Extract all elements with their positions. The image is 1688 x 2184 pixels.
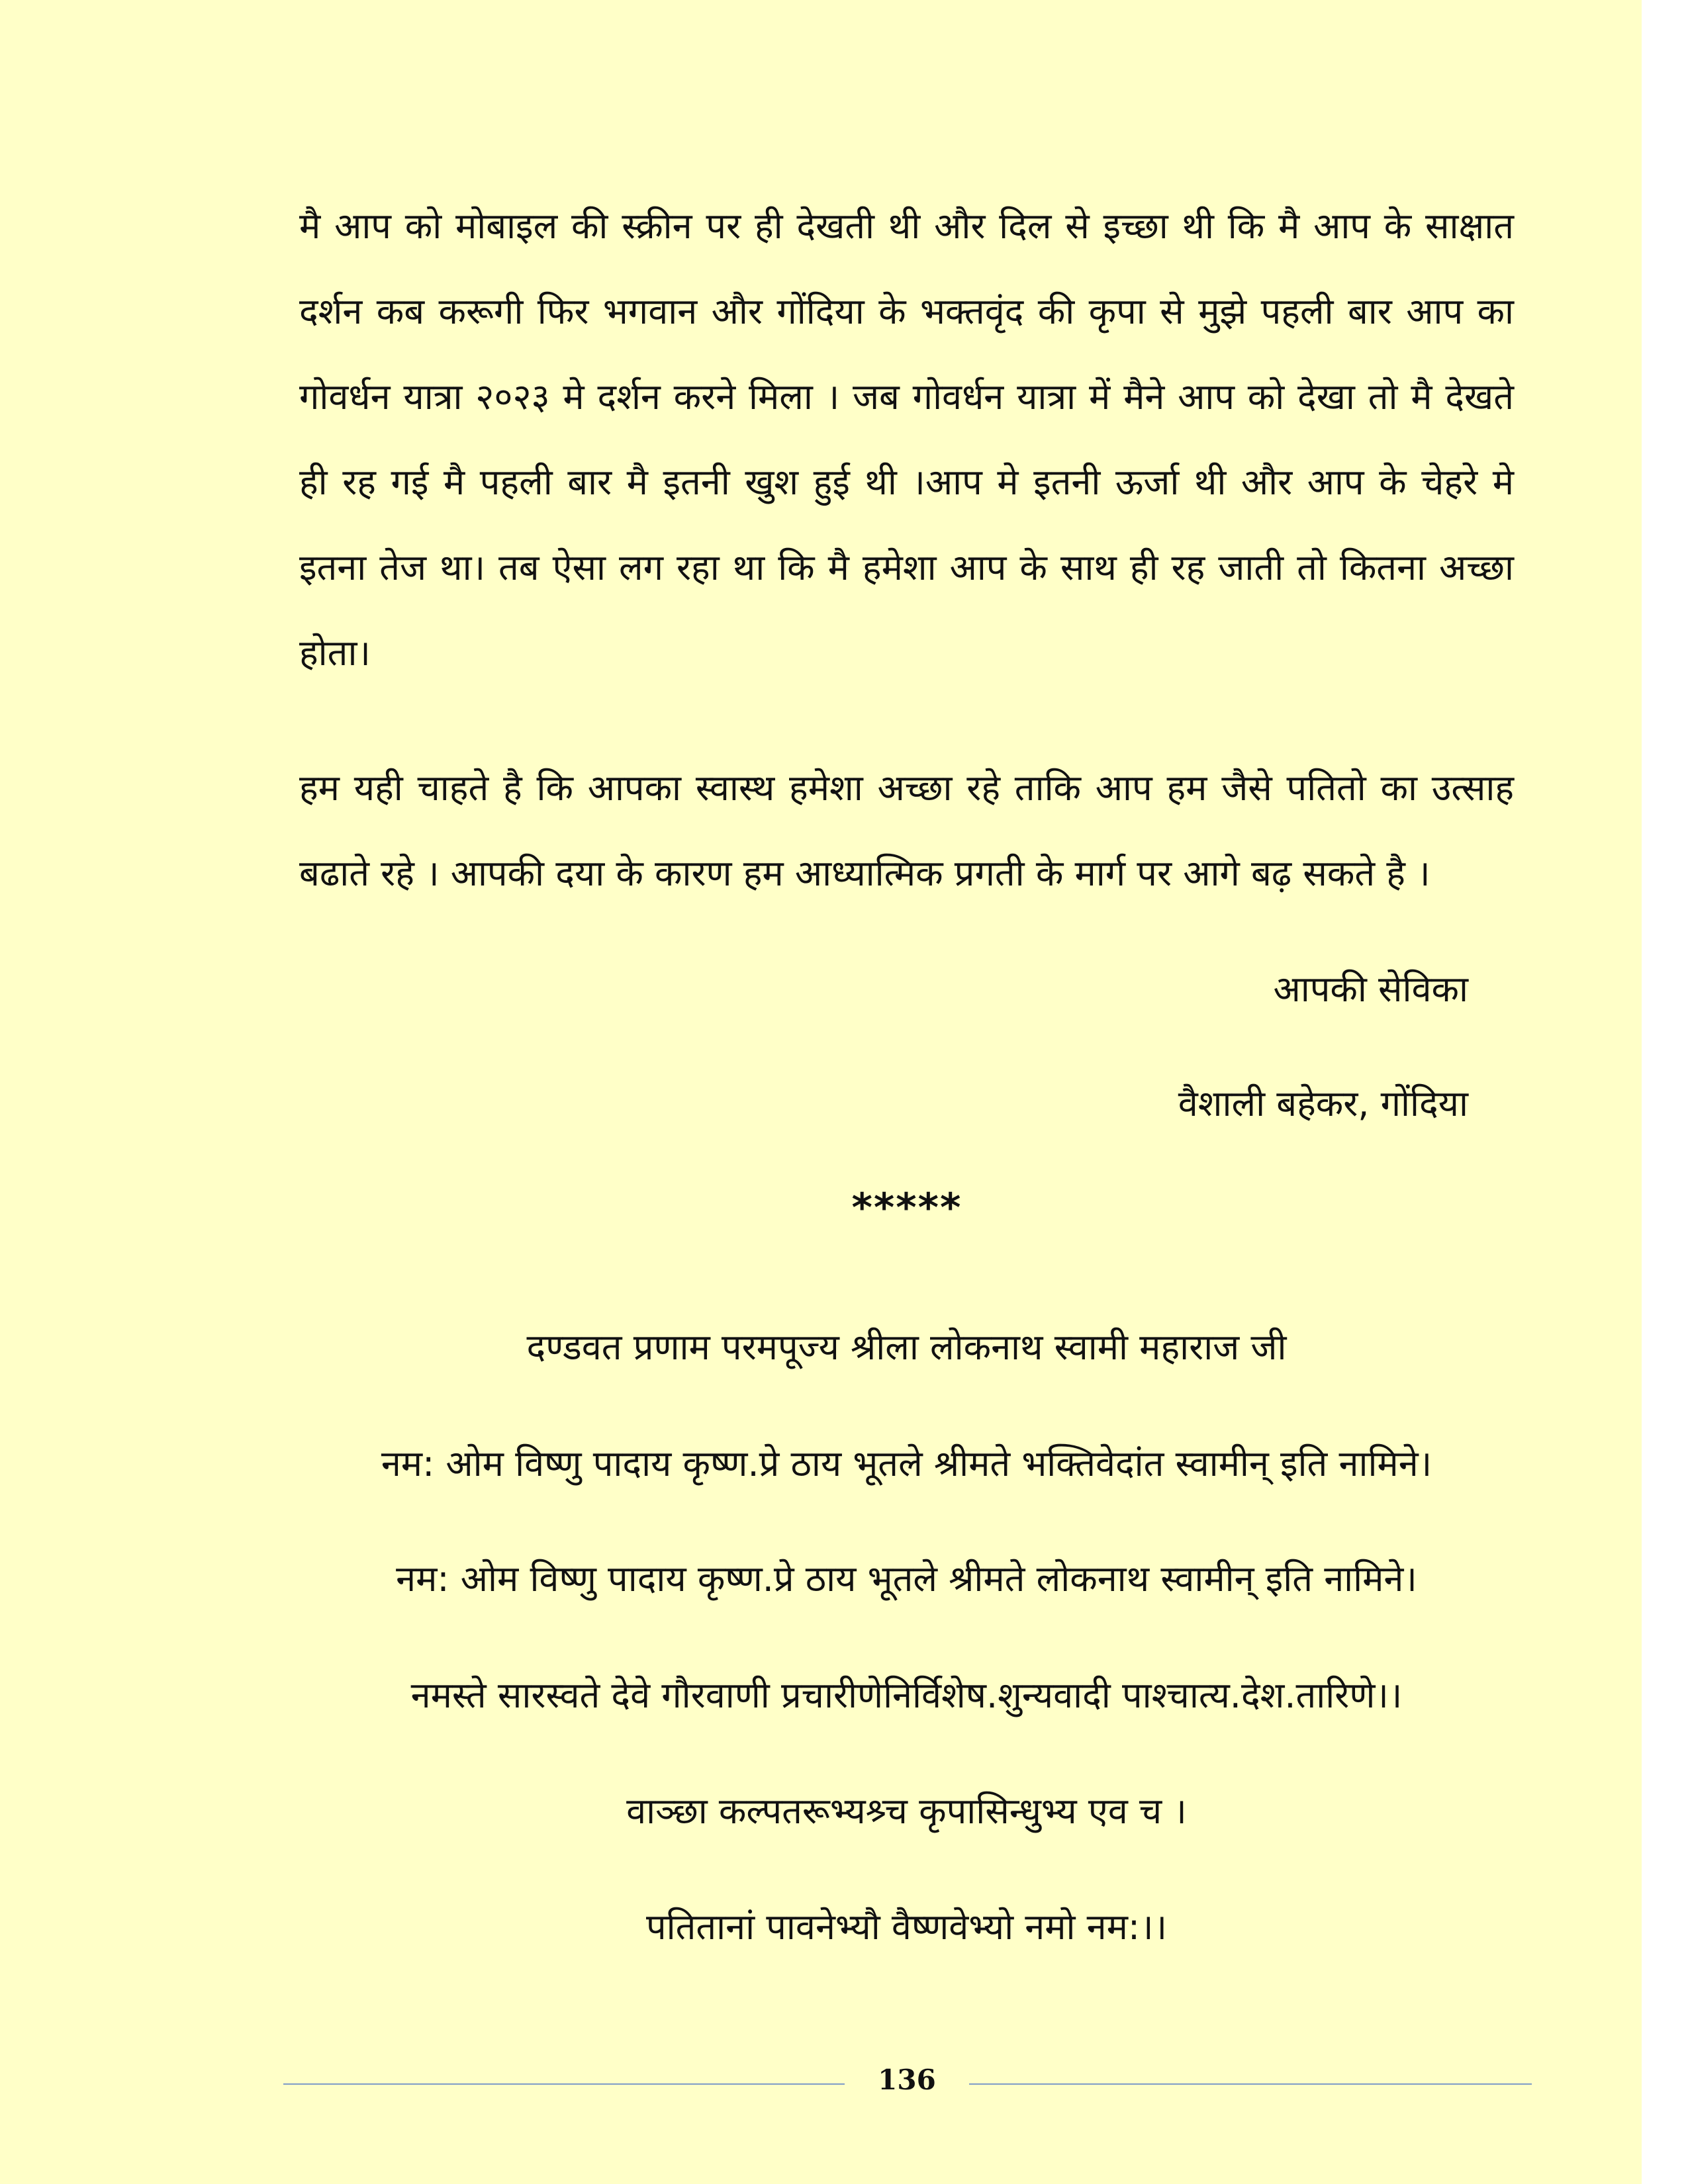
letter-closing: आपकी सेविका	[1273, 968, 1468, 1010]
letter-paragraph-1: मै आप को मोबाइल की स्क्रीन पर ही देखती थी और दिल से इच्छा थी कि मै आप के साक्षात दर्शन कब करूगी फिर भगवान और गोंदिया के भक्तवृंद की कृपा से मुझे पहली बार आप का गोवर्धन यात्रा २०२३ मे दर्शन करने मिला । जब गोवर्धन यात्रा में मैने आप को देखा तो मै देखते ही रह गई मै पहली बार मै इतनी खुश हुई थी ।आप मे इतनी ऊर्जा थी और आप के चेहरे मे इतना तेज था। तब ऐसा लग रहा था कि मै हमेशा आप के साथ ही रह जाती तो कितना अच्छा होता।	[299, 205, 1514, 674]
prayer-line-5: पतितानां पावनेभ्यौ वैष्णवेभ्यो नमो नम:।।	[645, 1906, 1168, 1948]
letter-paragraph-2: हम यही चाहते है कि आपका स्वास्थ हमेशा अच्छा रहे ताकि आप हम जैसे पतितो का उत्साह बढाते रहे । आपकी दया के कारण हम आध्यात्मिक प्रगती के मार्ग पर आगे बढ़ सकते है ।	[299, 767, 1514, 894]
footer-rule-left	[283, 2083, 845, 2085]
letter-signature: वैशाली बहेकर, गोंदिया	[1178, 1083, 1468, 1124]
page-number: 136	[878, 2064, 936, 2096]
prayer-line-3: नमस्ते सारस्वते देवे गौरवाणी प्रचारीणेनिर्विशेष.शुन्यवादी पाश्चात्य.देश.तारिणे।।	[410, 1674, 1403, 1716]
prayer-line-2: नम: ओम विष्णु पादाय कृष्ण.प्रे ठाय भूतले श्रीमते लोकनाथ स्वामीन् इति नामिने।	[396, 1558, 1417, 1600]
prayer-greeting: दण्डवत प्रणाम परमपूज्य श्रीला लोकनाथ स्वामी महाराज जी	[526, 1326, 1287, 1368]
prayer-line-4: वाञ्छा कल्पतरूभ्यश्र्च कृपासिन्धुभ्य एव च ।	[626, 1790, 1187, 1832]
prayer-line-1: नम: ओम विष्णु पादाय कृष्ण.प्रे ठाय भूतले श्रीमते भक्तिवेदांत स्वामीन् इति नामिने।	[381, 1443, 1432, 1484]
footer-rule-right	[969, 2083, 1532, 2085]
section-separator: *****	[851, 1185, 962, 1231]
